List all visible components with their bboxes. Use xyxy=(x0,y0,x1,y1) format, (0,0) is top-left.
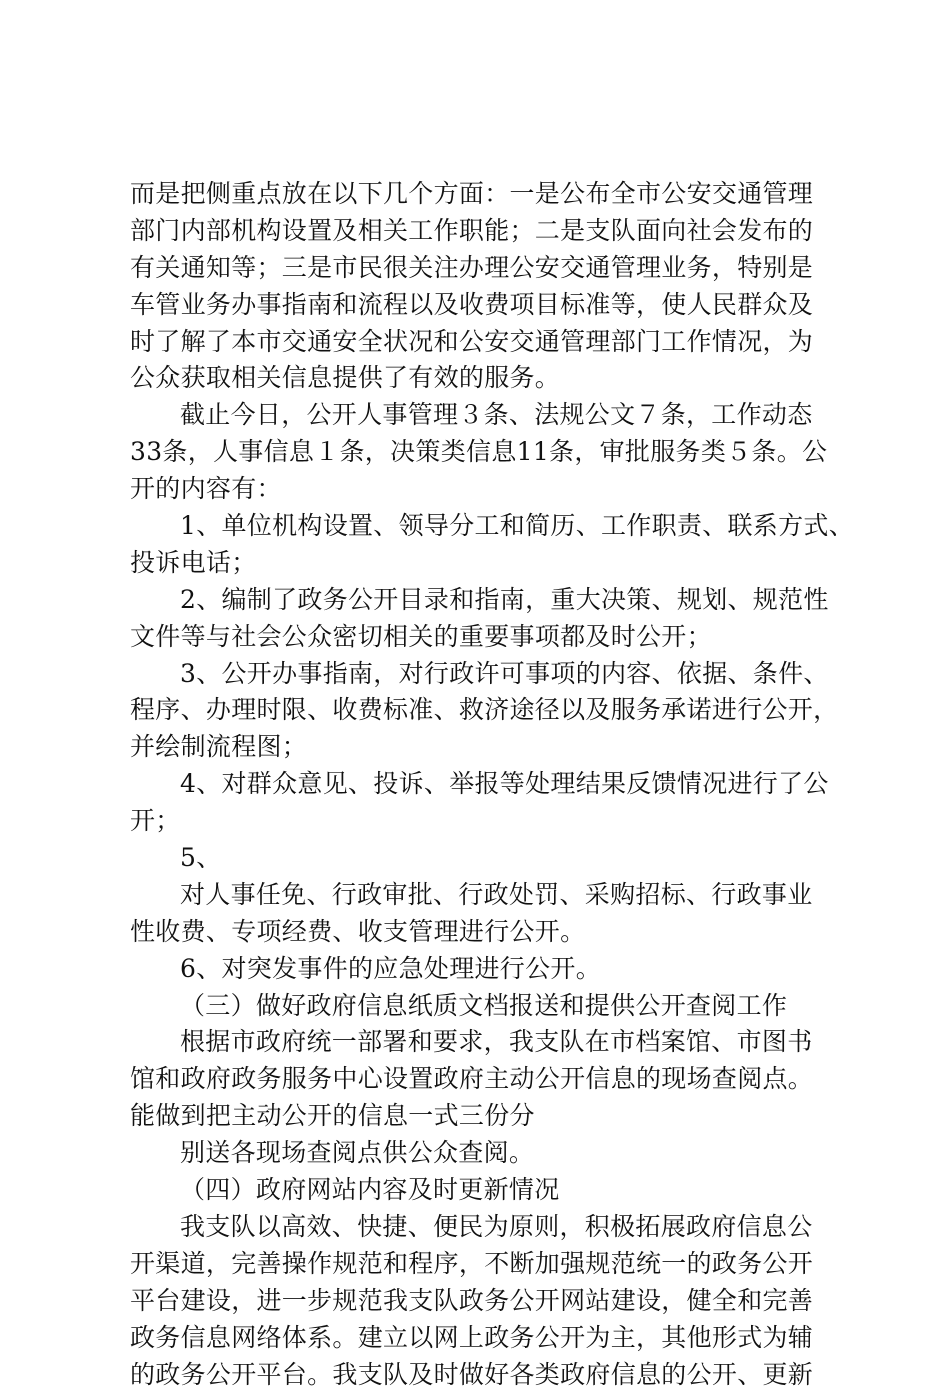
text-line: 我支队以高效、快捷、便民为原则，积极拓展政府信息公 xyxy=(130,1209,830,1246)
text-line: 1、单位机构设置、领导分工和简历、工作职责、联系方式、 xyxy=(130,508,830,545)
text-line: 部门内部机构设置及相关工作职能；二是支队面向社会发布的 xyxy=(130,213,830,250)
text-line: 能做到把主动公开的信息一式三份分 xyxy=(130,1098,830,1135)
text-line: 开的内容有： xyxy=(130,471,830,508)
text-line: 开渠道，完善操作规范和程序，不断加强规范统一的政务公开 xyxy=(130,1246,830,1283)
text-line: 投诉电话； xyxy=(130,545,830,582)
text-line: 性收费、专项经费、收支管理进行公开。 xyxy=(130,914,830,951)
text-line: 有关通知等；三是市民很关注办理公安交通管理业务，特别是 xyxy=(130,250,830,287)
text-line: （三）做好政府信息纸质文档报送和提供公开查阅工作 xyxy=(130,988,830,1025)
text-line: 开； xyxy=(130,803,830,840)
document-body xyxy=(130,176,830,1393)
text-line: 根据市政府统一部署和要求，我支队在市档案馆、市图书 xyxy=(130,1024,830,1061)
text-line: 平台建设，进一步规范我支队政务公开网站建设，健全和完善 xyxy=(130,1283,830,1320)
text-line: 4、对群众意见、投诉、举报等处理结果反馈情况进行了公 xyxy=(130,766,830,803)
text-line: 公众获取相关信息提供了有效的服务。 xyxy=(130,360,830,397)
text-line: 馆和政府政务服务中心设置政府主动公开信息的现场查阅点。 xyxy=(130,1061,830,1098)
text-line: 对人事任免、行政审批、行政处罚、采购招标、行政事业 xyxy=(130,877,830,914)
text-line: 时了解了本市交通安全状况和公安交通管理部门工作情况，为 xyxy=(130,324,830,361)
text-line: 文件等与社会公众密切相关的重要事项都及时公开； xyxy=(130,619,830,656)
text-line: 33条，人事信息１条，决策类信息11条，审批服务类５条。公 xyxy=(130,434,830,471)
text-line: 3、公开办事指南，对行政许可事项的内容、依据、条件、 xyxy=(130,656,830,693)
text-line: 车管业务办事指南和流程以及收费项目标准等，使人民群众及 xyxy=(130,287,830,324)
text-line: （四）政府网站内容及时更新情况 xyxy=(130,1172,830,1209)
text-line: 并绘制流程图； xyxy=(130,729,830,766)
text-line: 6、对突发事件的应急处理进行公开。 xyxy=(130,951,830,988)
text-line: 别送各现场查阅点供公众查阅。 xyxy=(130,1135,830,1172)
text-line: 程序、办理时限、收费标准、救济途径以及服务承诺进行公开， xyxy=(130,692,830,729)
text-line: 而是把侧重点放在以下几个方面：一是公布全市公安交通管理 xyxy=(130,176,830,213)
text-line: 政务信息网络体系。建立以网上政务公开为主，其他形式为辅 xyxy=(130,1320,830,1357)
text-line: 的政务公开平台。我支队及时做好各类政府信息的公开、更新 xyxy=(130,1357,830,1393)
text-line: 5、 xyxy=(130,840,830,877)
text-line: 2、编制了政务公开目录和指南，重大决策、规划、规范性 xyxy=(130,582,830,619)
text-line: 截止今日，公开人事管理３条、法规公文７条，工作动态 xyxy=(130,397,830,434)
